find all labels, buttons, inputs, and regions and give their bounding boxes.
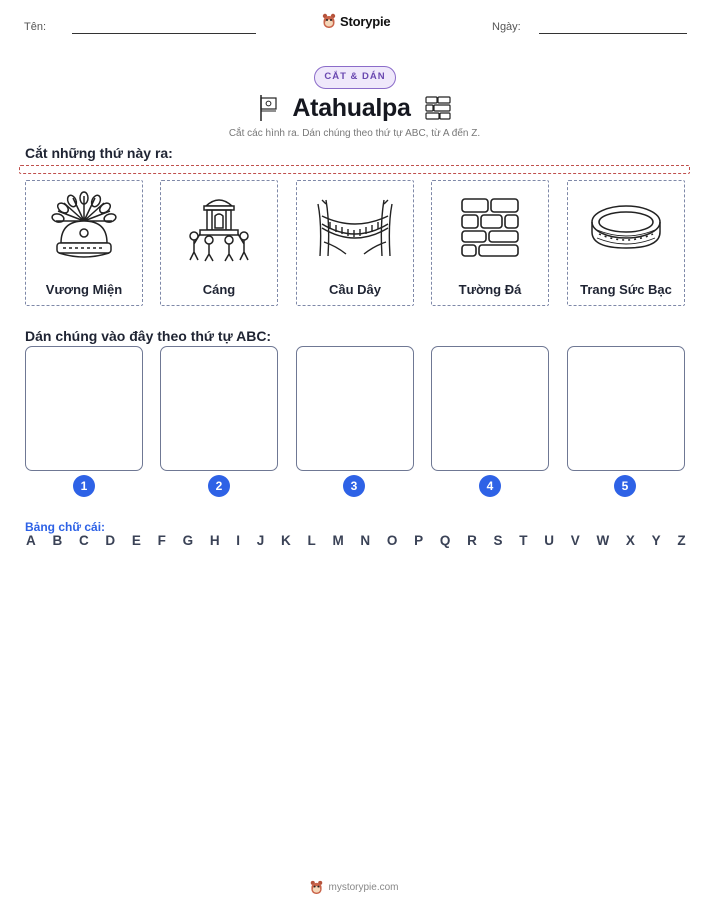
alphabet-letter: G: [182, 533, 194, 548]
cut-heading: Cắt những thứ này ra:: [25, 145, 173, 161]
card-label: Cáng: [202, 282, 236, 297]
alphabet-letter: C: [78, 533, 89, 548]
name-field[interactable]: [72, 33, 256, 34]
litter-icon: [182, 192, 256, 262]
paste-slot-3[interactable]: [296, 346, 414, 471]
paste-slot-4[interactable]: [431, 346, 549, 471]
alphabet-letter: K: [281, 533, 291, 548]
card-label: Cầu Dây: [328, 282, 382, 297]
cut-card-litter[interactable]: [160, 180, 278, 306]
footer-url: mystorypie.com: [328, 882, 399, 893]
slot-number: 1: [73, 475, 95, 497]
silver-bracelet-icon: [589, 200, 663, 254]
name-label: Tên:: [24, 21, 47, 33]
alphabet-letter: J: [256, 533, 265, 548]
brand-logo: [322, 13, 390, 29]
card-label: Trang Sức Bạc: [580, 282, 672, 297]
alphabet-letter: V: [570, 533, 580, 548]
alphabet-letter: S: [493, 533, 503, 548]
card-label: Vương Miện: [45, 282, 123, 297]
stone-wall-icon: [458, 195, 522, 259]
worksheet-header: [0, 0, 709, 50]
alphabet-letter: Y: [651, 533, 661, 548]
instructions: Cắt các hình ra. Dán chúng theo thứ tự ABC, từ A đến Z.: [228, 128, 481, 139]
alphabet-letter: Q: [439, 533, 451, 548]
paste-slot-5[interactable]: [567, 346, 685, 471]
cut-card-stone-wall[interactable]: [431, 180, 549, 306]
alphabet-letter: H: [209, 533, 220, 548]
footer: [0, 880, 709, 895]
activity-badge: CẮT & DÁN: [314, 66, 396, 89]
alphabet-letter: R: [467, 533, 477, 548]
alphabet-letter: W: [596, 533, 610, 548]
alphabet-row: [26, 533, 686, 548]
alphabet-letter: P: [414, 533, 424, 548]
date-field[interactable]: [539, 33, 687, 34]
alphabet-letter: M: [332, 533, 344, 548]
cut-card-crown[interactable]: [25, 180, 143, 306]
slot-number: 5: [614, 475, 636, 497]
alphabet-letter: B: [52, 533, 63, 548]
alphabet-letter: X: [625, 533, 635, 548]
alphabet-letter: F: [157, 533, 166, 548]
alphabet-letter: I: [236, 533, 241, 548]
stone-wall-icon: [425, 96, 451, 120]
alphabet-letter: D: [105, 533, 116, 548]
date-label: Ngày:: [492, 21, 521, 33]
title-row: [0, 92, 709, 124]
cut-card-silver-bracelet[interactable]: [567, 180, 685, 306]
slot-number: 4: [479, 475, 501, 497]
cut-card-rope-bridge[interactable]: [296, 180, 414, 306]
paste-heading: Dán chúng vào đây theo thứ tự ABC:: [25, 328, 272, 344]
card-label: Tường Đá: [458, 282, 522, 297]
rope-bridge-icon: [316, 194, 394, 260]
brand-name: Storypie: [340, 13, 391, 29]
cut-line: [19, 165, 690, 174]
storypie-mascot-icon: [322, 13, 336, 29]
slot-number: 3: [343, 475, 365, 497]
alphabet-letter: N: [360, 533, 371, 548]
crown-icon: [49, 191, 119, 263]
alphabet-letter: T: [519, 533, 528, 548]
paste-slot-1[interactable]: [25, 346, 143, 471]
alphabet-letter: L: [307, 533, 316, 548]
alphabet-heading: Bảng chữ cái:: [25, 520, 106, 534]
paste-slot-2[interactable]: [160, 346, 278, 471]
alphabet-letter: E: [131, 533, 141, 548]
flag-icon: [258, 94, 278, 122]
alphabet-letter: O: [386, 533, 398, 548]
alphabet-letter: Z: [677, 533, 686, 548]
slot-number: 2: [208, 475, 230, 497]
alphabet-letter: A: [26, 533, 36, 548]
page-title: Atahualpa: [292, 93, 411, 122]
alphabet-letter: U: [544, 533, 554, 548]
storypie-mascot-icon: [310, 880, 323, 895]
